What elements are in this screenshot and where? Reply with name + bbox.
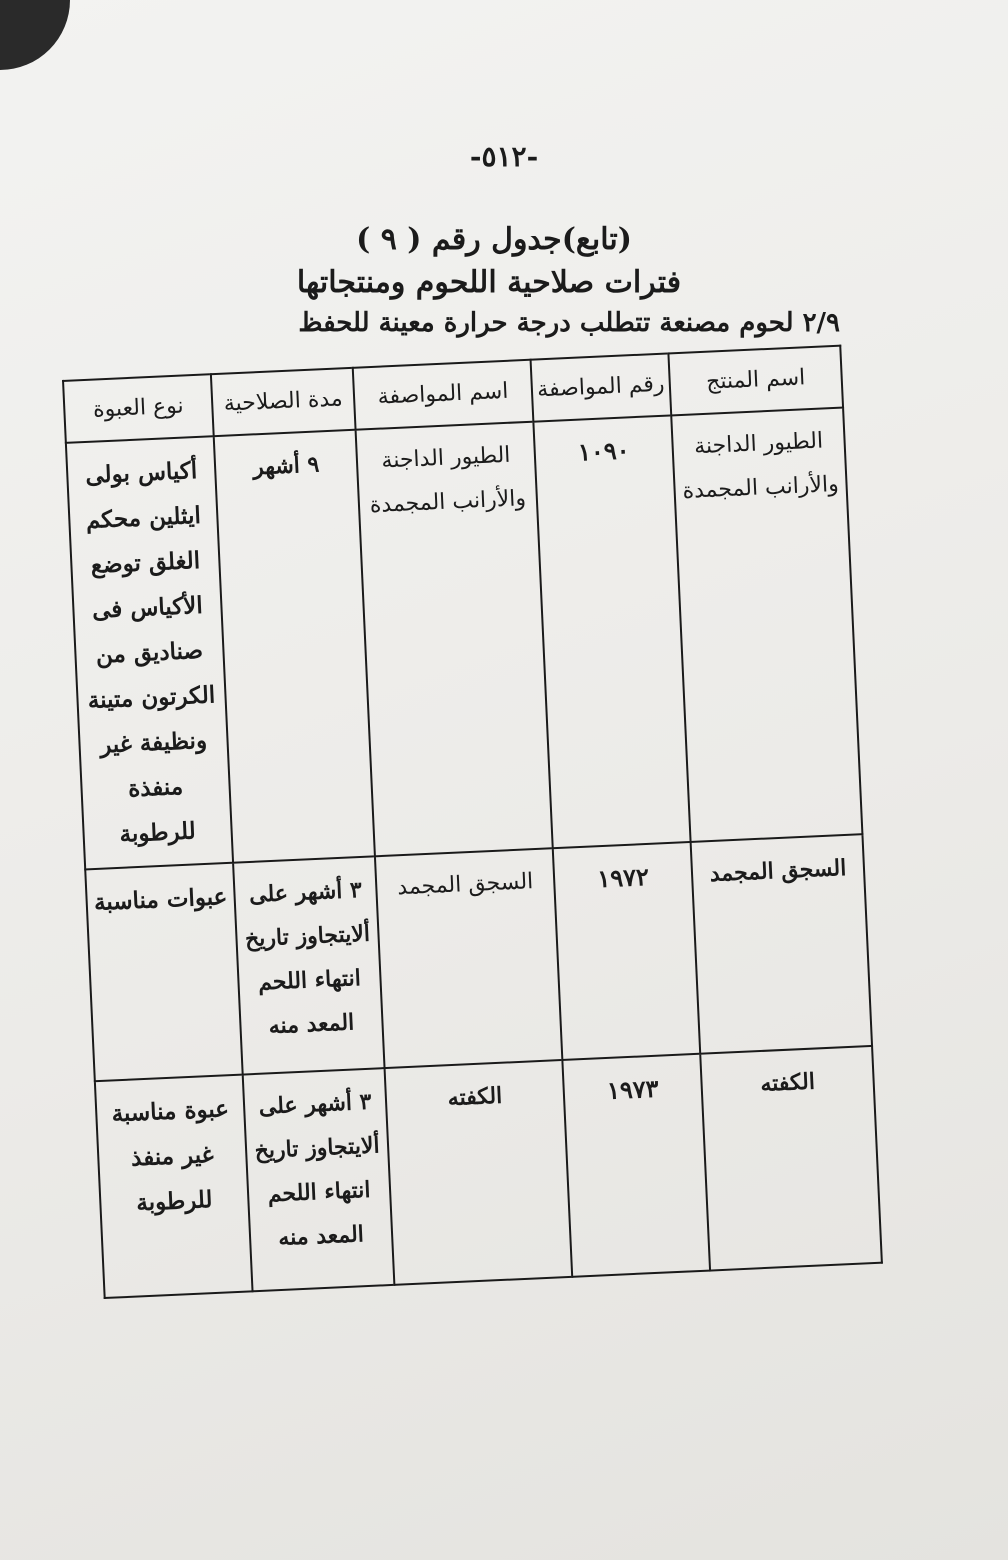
cell-shelf-life: ٣ أشهر على ألايتجاوز تاريخ انتهاء اللحم المعد منه xyxy=(233,856,384,1074)
cell-package-type: أكياس بولى ايثلين محكم الغلق توضع الأكياس فى صناديق من الكرتون متينة ونظيفة غير منفذة للرطوبة xyxy=(66,436,233,869)
section-heading: ٢/٩ لحوم مصنعة تتطلب درجة حرارة معينة للحفظ xyxy=(298,308,840,338)
cell-spec-number: ١٠٩٠ xyxy=(533,415,690,848)
cell-spec-name: الكفته xyxy=(385,1060,573,1285)
page-corner-shadow xyxy=(0,0,70,70)
header-spec-number: رقم المواصفة xyxy=(531,353,672,421)
cell-package-type: عبوة مناسبة غير منفذ للرطوبة xyxy=(95,1075,253,1298)
cell-shelf-life: ٩ أشهر xyxy=(214,430,375,863)
header-package-type: نوع العبوة xyxy=(63,374,214,443)
cell-spec-number: ١٩٧٢ xyxy=(553,842,700,1060)
table-row xyxy=(66,408,863,870)
shelf-life-table xyxy=(62,345,883,1299)
table-row xyxy=(85,834,872,1081)
table-title: (تابع)جدول رقم ( ٩ ) xyxy=(356,222,632,257)
header-spec-name: اسم المواصفة xyxy=(353,360,534,430)
cell-product-name: الكفته xyxy=(700,1046,882,1271)
cell-shelf-life: ٣ أشهر على ألايتجاوز تاريخ انتهاء اللحم المعد منه xyxy=(243,1068,395,1291)
cell-package-type: عبوات مناسبة xyxy=(85,863,242,1081)
table-subtitle: فترات صلاحية اللحوم ومنتجاتها xyxy=(296,265,682,300)
cell-product-name: السجق المجمد xyxy=(691,834,872,1054)
table-row xyxy=(95,1046,882,1298)
cell-spec-name: الطيور الداجنة والأرانب المجمدة xyxy=(356,422,553,857)
page-number: -٥١٢- xyxy=(469,140,539,173)
cell-product-name: الطيور الداجنة والأرانب المجمدة xyxy=(671,408,862,842)
cell-spec-number: ١٩٧٣ xyxy=(562,1054,710,1277)
header-shelf-life: مدة الصلاحية xyxy=(211,368,356,436)
cell-spec-name: السجق المجمد xyxy=(375,848,562,1068)
header-product-name: اسم المنتج xyxy=(668,346,843,416)
shelf-life-table-wrapper xyxy=(62,344,893,1299)
